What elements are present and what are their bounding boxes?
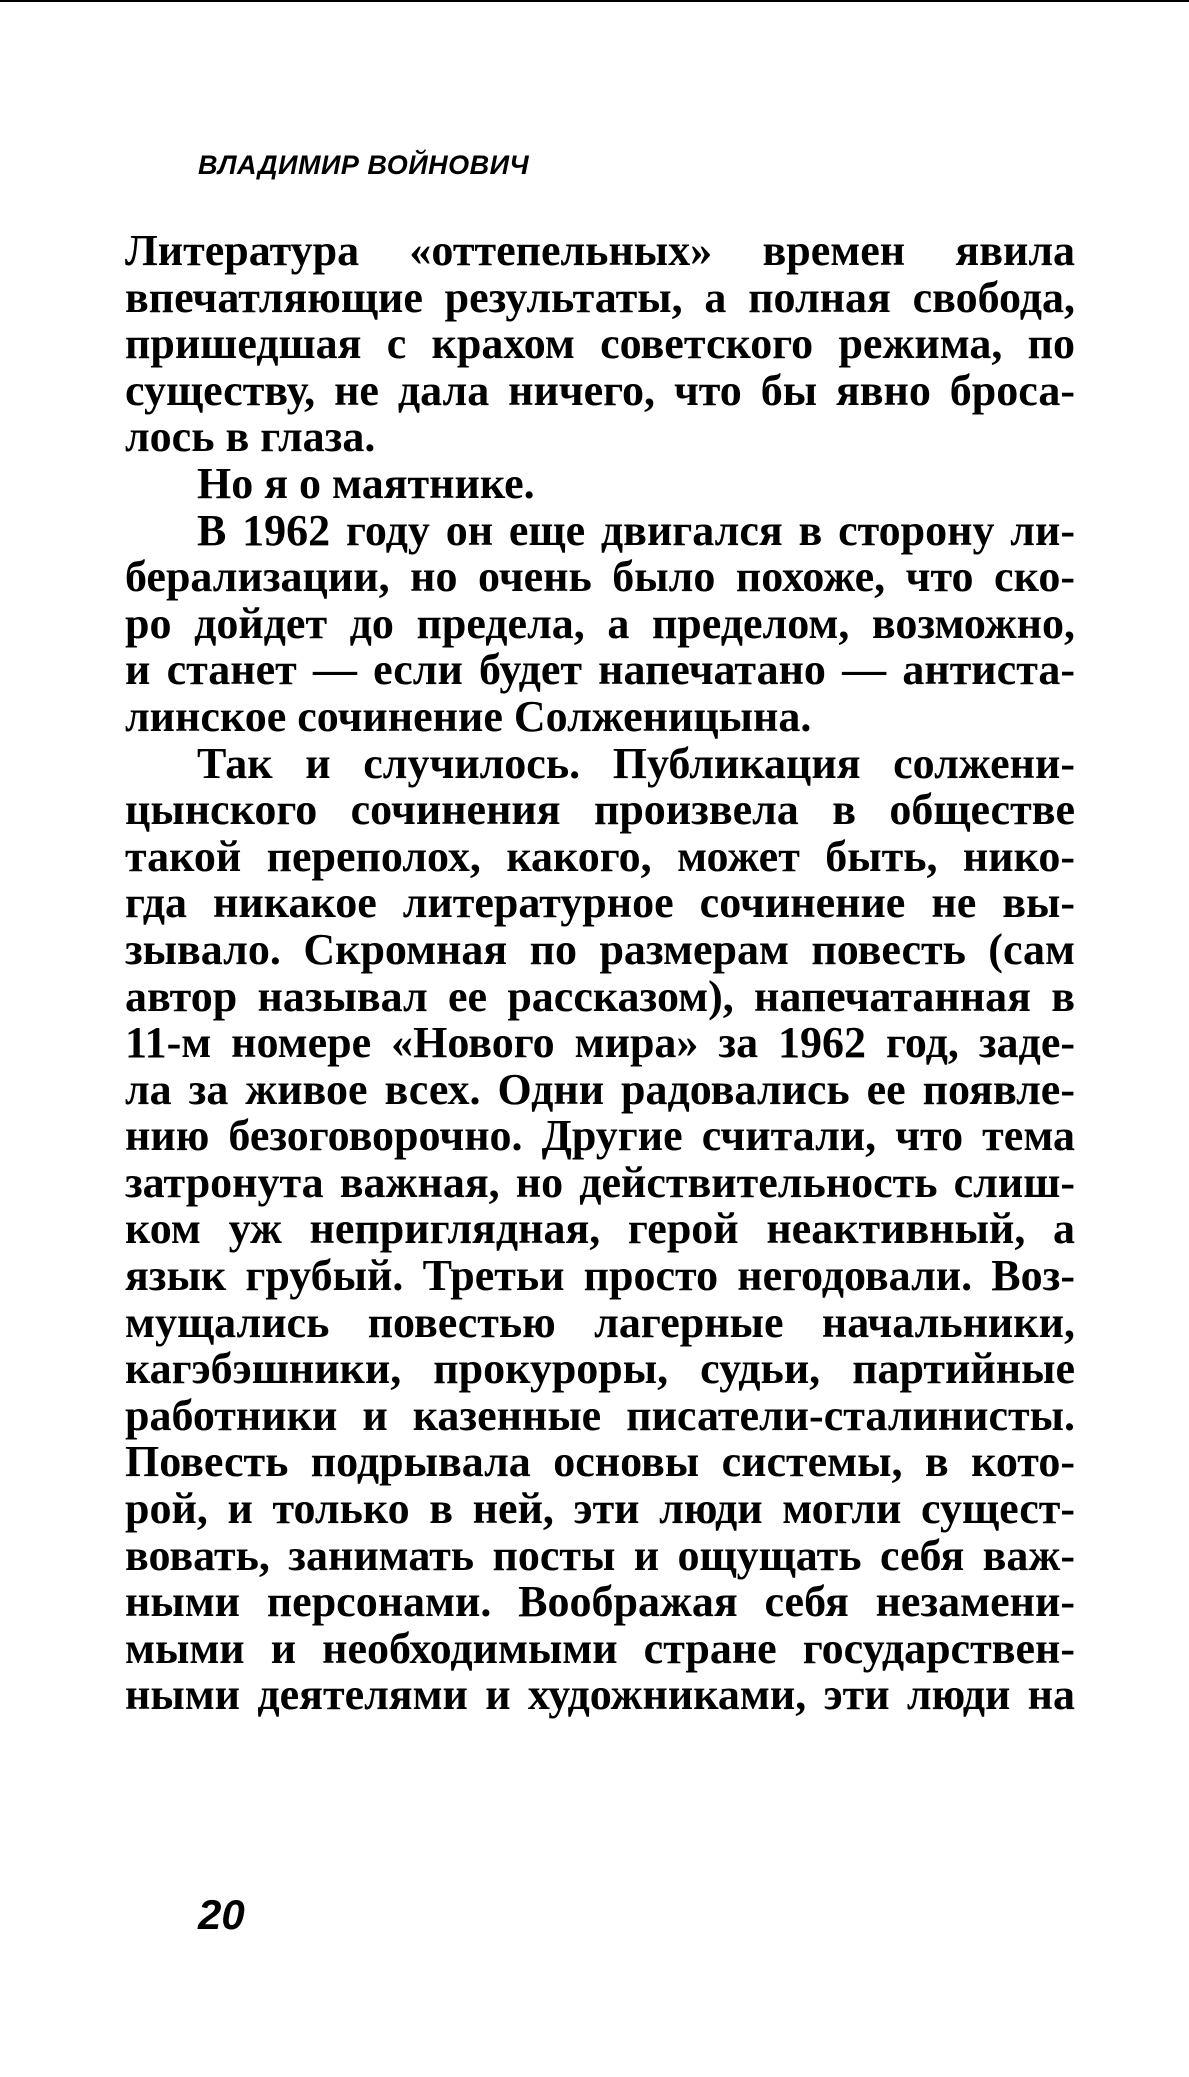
paragraph-start-line: В 1962 году он еще двигался в сторону ли- [197, 505, 1075, 555]
text-line: пришедшая с крахом советского режима, по [125, 319, 1075, 369]
text-line: кагэбэшники, прокуроры, судьи, партийные [125, 1344, 1075, 1394]
text-line: ными персонами. Воображая себя незамени- [125, 1577, 1075, 1627]
text-line: цынского сочинения произвела в обществе [125, 785, 1075, 835]
text-line: нию безоговорочно. Другие считали, что тема [125, 1111, 1075, 1161]
text-line: мыми и необходимыми стране государствен- [125, 1623, 1075, 1673]
text-line: лось в глаза. [125, 412, 376, 462]
text-line: ла за живое всех. Одни радовались ее появле- [125, 1064, 1075, 1114]
text-line: язык грубый. Третьи просто негодовали. Воз- [125, 1251, 1075, 1301]
text-line: Повесть подрывала основы системы, в кото- [125, 1437, 1075, 1487]
text-line: существу, не дала ничего, что бы явно броса- [125, 365, 1075, 415]
running-header: ВЛАДИМИР ВОЙНОВИЧ [198, 150, 530, 180]
top-edge-rule [0, 0, 1189, 2]
text-line: автор называл ее рассказом), напечатанная в [125, 971, 1075, 1021]
text-line: ными деятелями и художниками, эти люди на [125, 1670, 1075, 1720]
text-line: и станет — если будет напечатано — антиста- [125, 645, 1075, 695]
text-line: линское сочинение Солженицына. [125, 691, 812, 741]
page-number: 20 [198, 1891, 245, 1938]
text-line: мущались повестью лагерные начальники, [125, 1297, 1075, 1347]
text-line: 11-м номере «Нового мира» за 1962 год, заде- [125, 1018, 1075, 1068]
paragraph-start-line: Но я о маятнике. [197, 458, 535, 508]
text-line: впечатляющие результаты, а полная свобода, [125, 272, 1075, 322]
body-text [125, 228, 1075, 1719]
text-line: ком уж неприглядная, герой неактивный, а [125, 1204, 1075, 1254]
text-line: работники и казенные писатели-сталинисты. [125, 1390, 1075, 1440]
text-line: вовать, занимать посты и ощущать себя важ- [125, 1530, 1075, 1580]
text-line: зывало. Скромная по размерам повесть (сам [125, 924, 1075, 974]
text-line: такой переполох, какого, может быть, нико- [125, 831, 1075, 881]
text-line: Литература «оттепельных» времен явила [125, 226, 1075, 275]
text-line: ро дойдет до предела, а пределом, возможно, [125, 598, 1075, 648]
text-line: рой, и только в ней, эти люди могли сущест- [125, 1484, 1075, 1534]
text-line: затронута важная, но действительность слиш- [125, 1157, 1075, 1207]
text-line: берализации, но очень было похоже, что ско- [125, 552, 1075, 602]
text-line: гда никакое литературное сочинение не вы- [125, 878, 1075, 928]
paragraph-start-line: Так и случилось. Публикация солжени- [197, 738, 1075, 788]
